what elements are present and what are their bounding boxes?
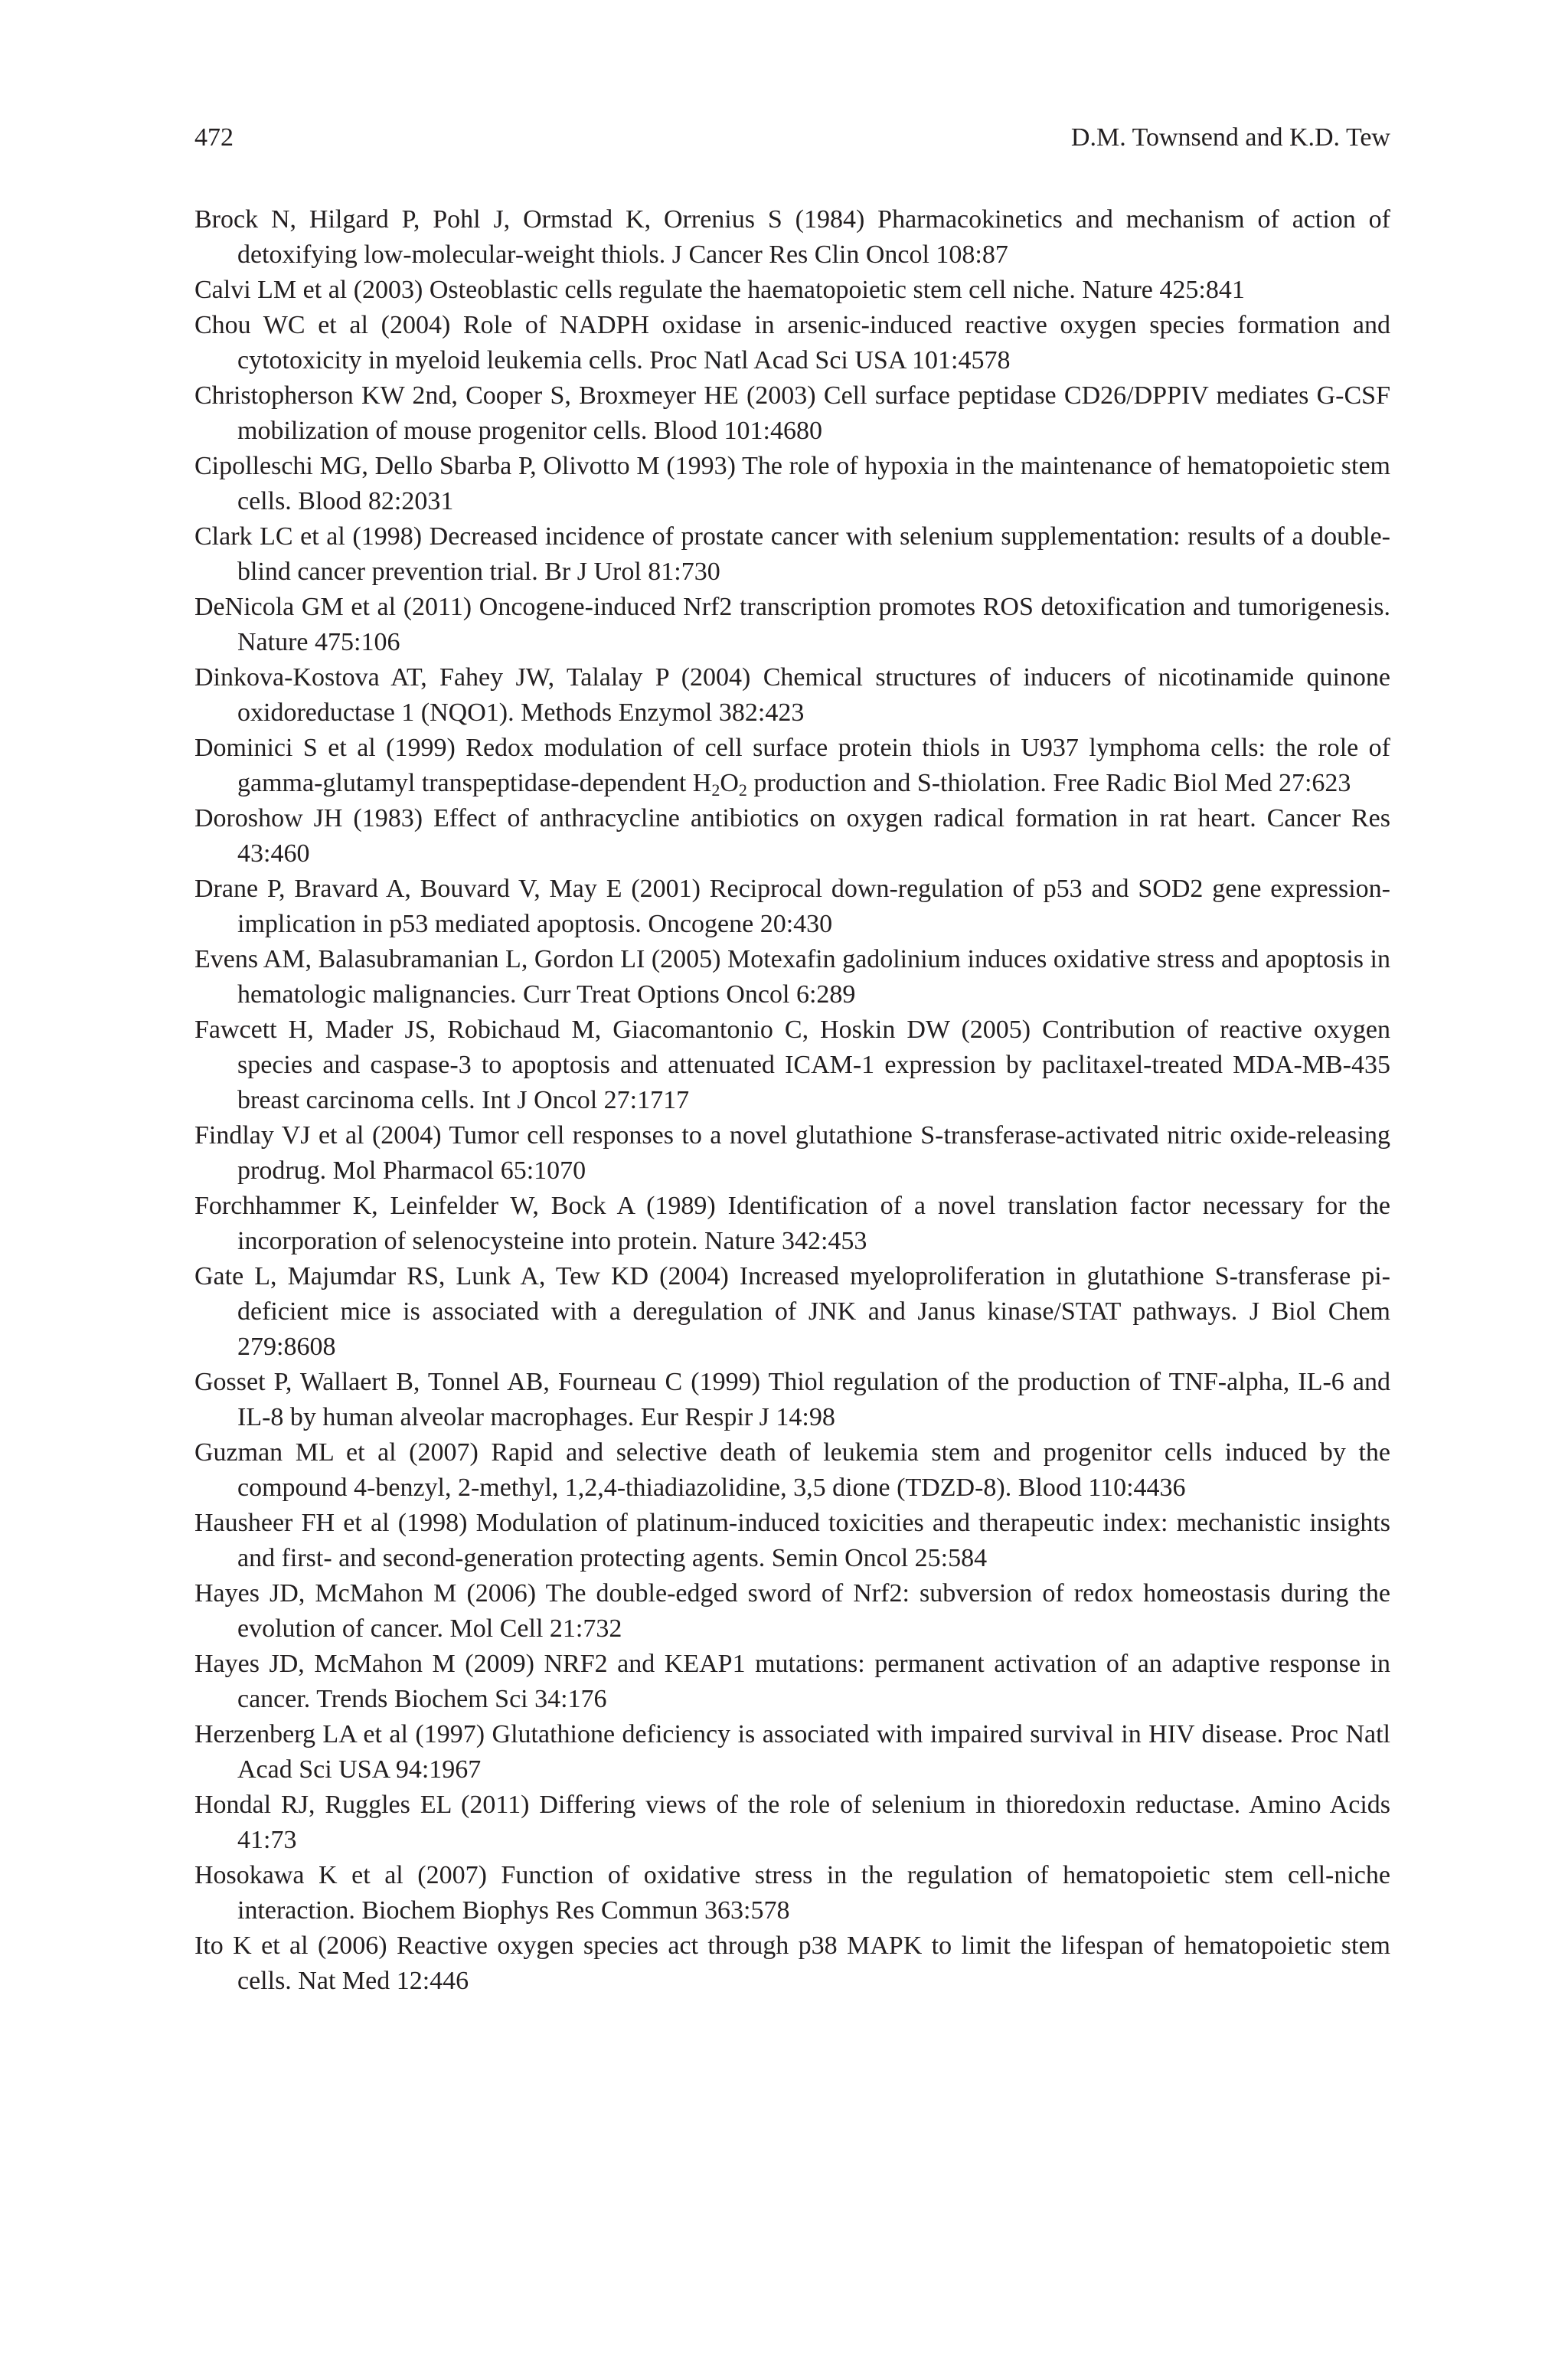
reference-item xyxy=(194,731,1390,801)
reference-item: DeNicola GM et al (2011) Oncogene-induced Nrf2 transcription promotes ROS detoxification and tumorigenesis. Nature 475:106 xyxy=(194,593,1390,656)
reference-item: Calvi LM et al (2003) Osteoblastic cells regulate the haematopoietic stem cell niche. Nature 425:841 xyxy=(194,276,1245,304)
reference-item: Doroshow JH (1983) Effect of anthracycline antibiotics on oxygen radical formation in rat heart. Cancer Res 43:460 xyxy=(194,804,1390,868)
reference-text: production and S-thiolation. Free Radic Biol Med 27:623 xyxy=(746,769,1351,797)
reference-item: Hondal RJ, Ruggles EL (2011) Differing views of the role of selenium in thioredoxin reductase. Amino Acids 41:73 xyxy=(194,1791,1390,1854)
reference-item: Hayes JD, McMahon M (2009) NRF2 and KEAP1 mutations: permanent activation of an adaptive response in cancer. Trends Biochem Sci 34:176 xyxy=(194,1650,1390,1713)
reference-item: Ito K et al (2006) Reactive oxygen species act through p38 MAPK to limit the lifespan of hematopoietic stem cells. Nat Med 12:446 xyxy=(194,1932,1390,1995)
reference-item: Chou WC et al (2004) Role of NADPH oxidase in arsenic-induced reactive oxygen species formation and cytotoxicity in myeloid leukemia cells. Proc Natl Acad Sci USA 101:4578 xyxy=(194,311,1390,375)
reference-item: Findlay VJ et al (2004) Tumor cell responses to a novel glutathione S-transferase-activated nitric oxide-releasing prodrug. Mol Pharmacol 65:1070 xyxy=(194,1121,1390,1185)
reference-item: Hosokawa K et al (2007) Function of oxidative stress in the regulation of hematopoietic stem cell-niche interaction. Biochem Biophys Res Commun 363:578 xyxy=(194,1861,1390,1925)
reference-item: Gate L, Majumdar RS, Lunk A, Tew KD (2004) Increased myeloproliferation in glutathione S-transferase pi-deficient mice is associated with a deregulation of JNK and Janus kinase/STAT pathways. J Biol Chem 279:8608 xyxy=(194,1262,1390,1361)
reference-item: Fawcett H, Mader JS, Robichaud M, Giacomantonio C, Hoskin DW (2005) Contribution of reactive oxygen species and caspase-3 to apoptosis and attenuated ICAM-1 expression by paclitaxel-treated MDA-MB-435 breast carcinoma cells. Int J Oncol 27:1717 xyxy=(194,1016,1390,1114)
reference-text: O xyxy=(720,769,739,797)
reference-item: Hausheer FH et al (1998) Modulation of platinum-induced toxicities and therapeutic index: mechanistic insights and first- and second-generation protecting agents. Semin Oncol 25:584 xyxy=(194,1509,1390,1572)
subscript: 2 xyxy=(738,780,747,800)
running-head xyxy=(194,123,1390,153)
reference-text: Dominici S et al (1999) Redox modulation of cell surface protein thiols in U937 lymphoma cells: the role of gamma-glutamyl transpeptidase-dependent H xyxy=(194,734,1390,797)
reference-item: Clark LC et al (1998) Decreased incidence of prostate cancer with selenium supplementation: results of a double-blind cancer prevention trial. Br J Urol 81:730 xyxy=(194,522,1390,586)
reference-item: Drane P, Bravard A, Bouvard V, May E (2001) Reciprocal down-regulation of p53 and SOD2 gene expression-implication in p53 mediated apoptosis. Oncogene 20:430 xyxy=(194,875,1390,938)
reference-item: Dinkova-Kostova AT, Fahey JW, Talalay P (2004) Chemical structures of inducers of nicotinamide quinone oxidoreductase 1 (NQO1). Methods Enzymol 382:423 xyxy=(194,663,1390,727)
reference-item: Cipolleschi MG, Dello Sbarba P, Olivotto M (1993) The role of hypoxia in the maintenance of hematopoietic stem cells. Blood 82:2031 xyxy=(194,452,1390,515)
reference-item: Evens AM, Balasubramanian L, Gordon LI (2005) Motexafin gadolinium induces oxidative stress and apoptosis in hematologic malignancies. Curr Treat Options Oncol 6:289 xyxy=(194,945,1390,1009)
document-page xyxy=(194,123,1390,1999)
reference-list xyxy=(194,202,1390,1999)
reference-item: Guzman ML et al (2007) Rapid and selective death of leukemia stem and progenitor cells induced by the compound 4-benzyl, 2-methyl, 1,2,4-thiadiazolidine, 3,5 dione (TDZD-8). Blood 110:4436 xyxy=(194,1438,1390,1502)
running-head-authors: D.M. Townsend and K.D. Tew xyxy=(1070,123,1390,152)
reference-item: Hayes JD, McMahon M (2006) The double-edged sword of Nrf2: subversion of redox homeostasis during the evolution of cancer. Mol Cell 21:732 xyxy=(194,1579,1390,1643)
reference-item: Brock N, Hilgard P, Pohl J, Ormstad K, Orrenius S (1984) Pharmacokinetics and mechanism of action of detoxifying low-molecular-weight thiols. J Cancer Res Clin Oncol 108:87 xyxy=(194,205,1390,269)
reference-item: Forchhammer K, Leinfelder W, Bock A (1989) Identification of a novel translation factor necessary for the incorporation of selenocysteine into protein. Nature 342:453 xyxy=(194,1192,1390,1255)
reference-item: Gosset P, Wallaert B, Tonnel AB, Fourneau C (1999) Thiol regulation of the production of TNF-alpha, IL-6 and IL-8 by human alveolar macrophages. Eur Respir J 14:98 xyxy=(194,1368,1390,1431)
subscript: 2 xyxy=(711,780,720,800)
reference-item: Herzenberg LA et al (1997) Glutathione deficiency is associated with impaired survival in HIV disease. Proc Natl Acad Sci USA 94:1967 xyxy=(194,1720,1390,1784)
reference-item: Christopherson KW 2nd, Cooper S, Broxmeyer HE (2003) Cell surface peptidase CD26/DPPIV mediates G-CSF mobilization of mouse progenitor cells. Blood 101:4680 xyxy=(194,381,1390,445)
page-number: 472 xyxy=(194,123,234,152)
